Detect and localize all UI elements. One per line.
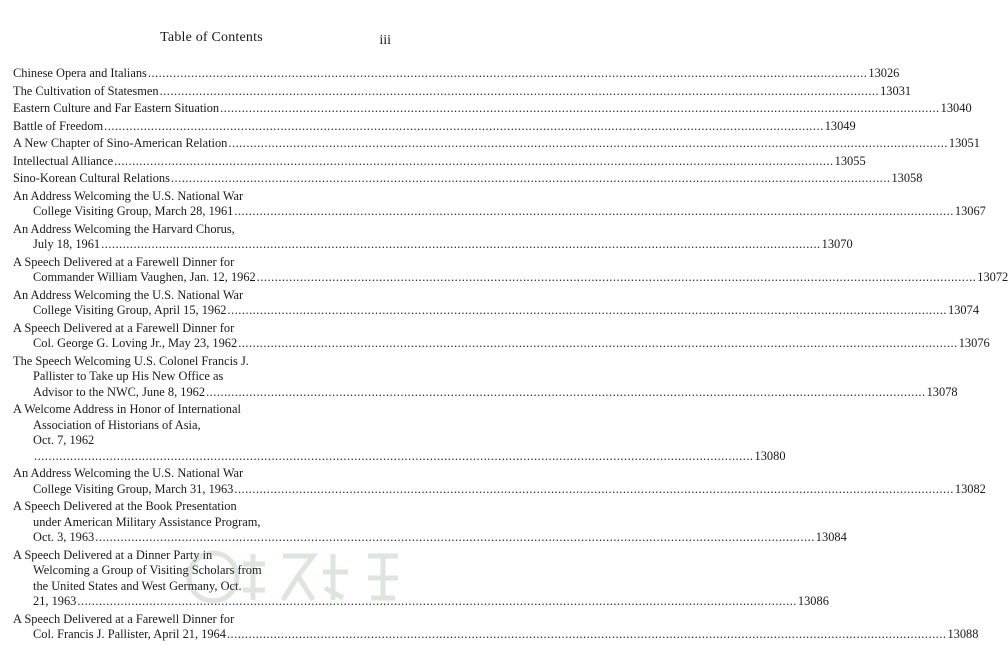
toc-entry-title: Welcoming a Group of Visiting Scholars from <box>33 563 262 577</box>
toc-entry-line <box>13 83 912 100</box>
toc-entry <box>13 353 958 401</box>
page-title: Table of Contents <box>160 30 263 45</box>
dot-leader: ........................................................................................................................................................................................................ <box>95 530 815 544</box>
toc-entry-title: An Address Welcoming the U.S. National War <box>13 188 244 203</box>
toc-entry-page: 13026 <box>868 66 900 80</box>
toc-entry <box>13 499 847 546</box>
toc-entry-title: College Visiting Group, April 15, 1962 <box>33 303 227 317</box>
toc-entry-title: A Speech Delivered at a Dinner Party in <box>13 547 213 562</box>
toc-entry-line <box>13 384 958 401</box>
dot-leader: ........................................................................................................................................................................................................ <box>226 627 947 641</box>
toc-entry-title: Advisor to the NWC, June 8, 1962 <box>33 384 206 399</box>
toc-entry-page: 13074 <box>948 303 980 317</box>
toc-entry <box>13 118 856 135</box>
toc-entry <box>13 153 866 170</box>
toc-entry-title: Eastern Culture and Far Eastern Situation <box>13 101 220 115</box>
toc-entry-line <box>13 204 986 220</box>
toc-entry-page: 13072 <box>977 270 1008 284</box>
dot-leader: ........................................................................................................................................................................................................ <box>206 384 926 399</box>
toc-entry-page: 13084 <box>815 530 847 544</box>
toc-entry-title: A Speech Delivered at a Farewell Dinner for <box>13 254 235 269</box>
toc-entry-page: 13067 <box>954 204 986 218</box>
toc-entry-line <box>13 270 1008 286</box>
toc-entry-title: A Welcome Address in Honor of International <box>13 402 241 416</box>
toc-entry-line <box>13 594 829 610</box>
toc-entry-page: 13031 <box>880 83 912 98</box>
toc-entry <box>13 101 972 117</box>
toc-entry-line <box>13 118 856 135</box>
toc-entry-title: Pallister to Take up His New Office as <box>33 369 224 383</box>
toc-entry-line <box>13 627 979 643</box>
page-number: iii <box>379 33 391 48</box>
toc-entry <box>13 287 980 319</box>
toc-entry-title: College Visiting Group, March 28, 1961 <box>33 204 234 218</box>
toc-entry-title: Col. Francis J. Pallister, April 21, 1964 <box>33 627 226 641</box>
toc-entry-page: 13080 <box>754 448 786 463</box>
toc-entry-title: The Speech Welcoming U.S. Colonel Francis J. <box>13 353 249 368</box>
toc-entry-title: under American Military Assistance Program, <box>33 514 261 529</box>
toc-entry-title: College Visiting Group, March 31, 1963 <box>33 481 234 496</box>
toc-entry-title: Commander William Vaughen, Jan. 12, 1962 <box>33 270 256 284</box>
toc-entry <box>13 188 986 220</box>
toc-entry-line <box>13 101 972 117</box>
toc-entry-title: A New Chapter of Sino-American Relation <box>13 136 228 150</box>
toc-entry-line <box>13 530 847 546</box>
toc-entry <box>13 402 786 464</box>
toc-entry-page: 13058 <box>891 171 923 185</box>
toc-entry <box>13 66 900 82</box>
toc-entry-line <box>13 481 986 498</box>
toc-entry-page: 13040 <box>940 101 972 115</box>
dot-leader: ........................................................................................................................................................................................................ <box>256 270 977 284</box>
toc-entry-title: July 18, 1961 <box>33 237 101 251</box>
toc-entry-title: A Speech Delivered at a Farewell Dinner for <box>13 320 235 335</box>
dot-leader: ........................................................................................................................................................................................................ <box>114 153 834 168</box>
toc-entry <box>13 320 990 352</box>
toc-entry-page: 13049 <box>824 118 856 133</box>
dot-leader: ........................................................................................................................................................................................................ <box>234 204 954 218</box>
toc-entry-title: Sino-Korean Cultural Relations <box>13 171 170 185</box>
toc-entry-title: Chinese Opera and Italians <box>13 66 147 80</box>
dot-leader: ........................................................................................................................................................................................................ <box>220 101 940 115</box>
toc-entry-title: Col. George G. Loving Jr., May 23, 1962 <box>33 336 238 350</box>
dot-leader: ........................................................................................................................................................................................................ <box>104 118 824 133</box>
toc-entry-line <box>13 136 980 152</box>
toc-entry-title: Association of Historians of Asia, <box>33 417 201 432</box>
toc-entry-line <box>13 171 923 187</box>
toc-entry-title: Oct. 7, 1962 <box>33 433 95 447</box>
toc-entry-title: An Address Welcoming the U.S. National War <box>13 287 244 302</box>
toc-entry-title: A Speech Delivered at a Farewell Dinner for <box>13 611 235 626</box>
toc-entry-line <box>13 66 900 82</box>
toc-entry-page: 13088 <box>947 627 979 641</box>
toc-entry-title: 21, 1963 <box>33 594 77 608</box>
toc-entry-page: 13070 <box>821 237 853 251</box>
toc-entry-title: Intellectual Alliance <box>13 153 114 168</box>
toc-entry-title: Battle of Freedom <box>13 118 104 133</box>
toc-entry-page: 13076 <box>958 336 990 350</box>
dot-leader: ........................................................................................................................................................................................................ <box>77 594 797 608</box>
toc-entry-line <box>13 336 990 352</box>
toc-entry-page: 13086 <box>797 594 829 608</box>
toc-entry-line <box>13 237 853 253</box>
toc-entry-page: 13051 <box>948 136 980 150</box>
toc-entry <box>13 221 853 253</box>
toc-entry-line <box>13 448 786 465</box>
dot-leader: ........................................................................................................................................................................................................ <box>34 448 754 463</box>
dot-leader: ........................................................................................................................................................................................................ <box>147 66 868 80</box>
dot-leader: ........................................................................................................................................................................................................ <box>170 171 891 185</box>
toc-entry-page: 13082 <box>954 481 986 496</box>
toc-entry-line <box>13 153 866 170</box>
table-of-contents <box>13 66 1008 645</box>
dot-leader: ........................................................................................................................................................................................................ <box>227 303 948 317</box>
dot-leader: ........................................................................................................................................................................................................ <box>101 237 821 251</box>
toc-entry-title: A Speech Delivered at the Book Presentation <box>13 499 237 513</box>
toc-entry-title: The Cultivation of Statesmen <box>13 83 159 98</box>
toc-entry-title: An Address Welcoming the Harvard Chorus, <box>13 221 235 236</box>
toc-entry <box>13 83 912 100</box>
dot-leader: ........................................................................................................................................................................................................ <box>238 336 958 350</box>
toc-entry-title: the United States and West Germany, Oct. <box>33 578 242 593</box>
dot-leader: ........................................................................................................................................................................................................ <box>228 136 948 150</box>
toc-entry <box>13 254 1008 286</box>
toc-entry <box>13 136 980 152</box>
dot-leader: ........................................................................................................................................................................................................ <box>159 83 880 98</box>
toc-entry <box>13 171 923 187</box>
toc-entry-title: Oct. 3, 1963 <box>33 530 95 544</box>
toc-entry-page: 13055 <box>834 153 866 168</box>
toc-entry <box>13 611 979 643</box>
dot-leader: ........................................................................................................................................................................................................ <box>234 481 954 496</box>
toc-entry-page: 13078 <box>926 384 958 399</box>
toc-entry <box>13 466 986 497</box>
toc-entry <box>13 547 829 610</box>
toc-entry-line <box>13 303 980 319</box>
toc-entry-title: An Address Welcoming the U.S. National War <box>13 466 244 480</box>
